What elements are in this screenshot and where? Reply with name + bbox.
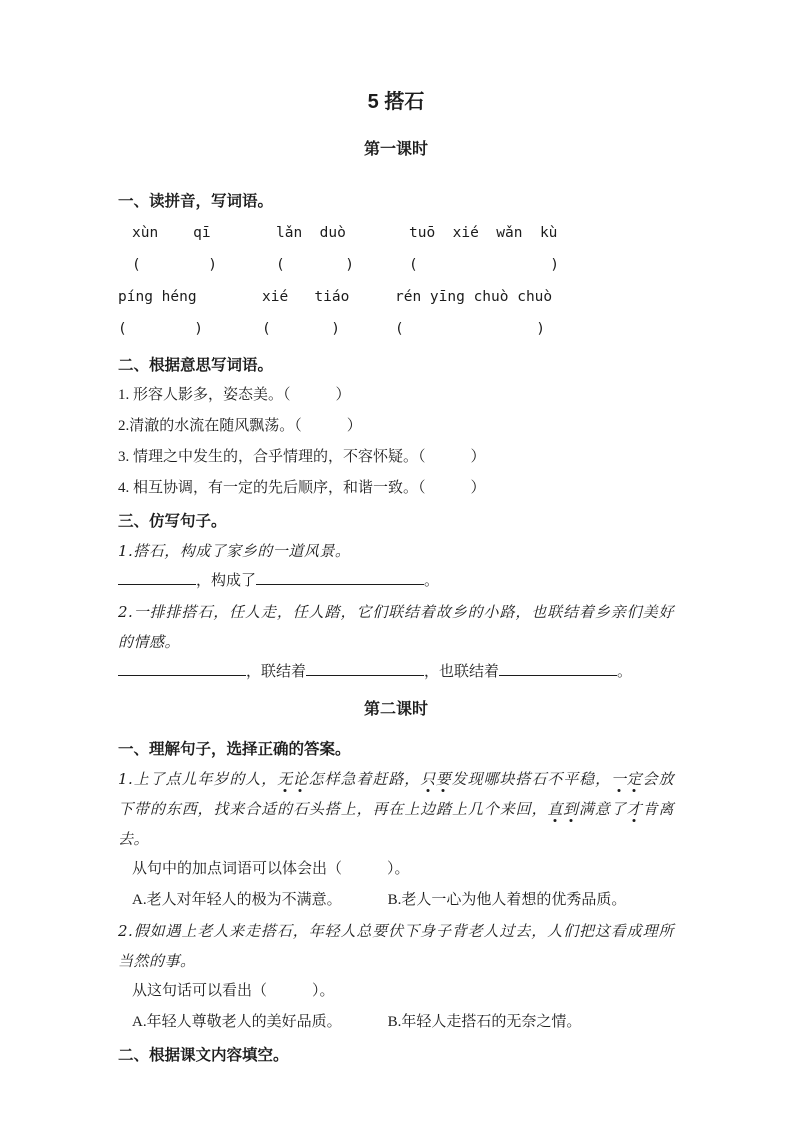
answer-paren-cell	[276, 250, 354, 280]
fill-text: 。	[617, 664, 633, 680]
option-a: A.年轻人尊敬老人的美好品质。	[132, 1014, 342, 1030]
answer-blank	[118, 659, 246, 676]
answer-paren-cell	[118, 314, 203, 344]
open-paren: (	[118, 321, 127, 337]
options-row-1	[118, 885, 674, 916]
option-b: B.年轻人走搭石的无奈之情。	[387, 1014, 582, 1030]
prompt-line-2: 从这句话可以看出（ ）。	[132, 983, 335, 999]
meaning-item-4: 4. 相互协调，有一定的先后顺序，和谐一致。（ ）	[118, 480, 486, 496]
answer-blank	[306, 659, 424, 676]
session-1-title: 第一课时	[363, 141, 428, 158]
fill-text: ，联结着	[246, 664, 307, 680]
fill-section-heading: 二、根据课文内容填空。	[118, 1047, 289, 1064]
emphasized-char: 直	[547, 794, 563, 824]
pinyin-cell: xùn qī	[132, 225, 211, 241]
comprehension-sentence-1: 1.上了点儿年岁的人，无论怎样急着赶路，只要发现哪块搭石不平稳，一定会放下带的东西，找来合适的石头搭上，再在上边踏上几个来回，直到满意了才肯离去。	[118, 764, 674, 854]
pinyin-row-2	[118, 282, 674, 312]
pinyin-cell: xié tiáo	[262, 289, 350, 305]
answer-blank	[499, 659, 617, 676]
pinyin-cell: rén yīng chuò chuò	[395, 289, 553, 305]
session-2-title: 第二课时	[363, 701, 428, 718]
emphasized-char: 才	[627, 794, 643, 824]
imitate-section-heading: 三、仿写句子。	[118, 513, 227, 530]
paren-row-1	[118, 250, 674, 280]
close-paren: )	[345, 257, 354, 273]
pinyin-cell: tuō xié wǎn kù	[409, 225, 558, 241]
pinyin-cell: píng héng	[118, 289, 197, 305]
emphasized-char: 到	[563, 794, 579, 824]
pinyin-cell: lǎn duò	[276, 225, 346, 241]
close-paren: )	[194, 321, 203, 337]
meaning-section-heading: 二、根据意思写词语。	[118, 357, 274, 374]
open-paren: (	[132, 257, 141, 273]
comprehension-sentence-2: 2.假如遇上老人来走搭石，年轻人总要伏下身子背老人过去，人们把这看成理所当然的事。	[118, 922, 674, 970]
emphasized-char: 只	[420, 764, 436, 794]
example-sentence-1: 1.搭石，构成了家乡的一道风景。	[118, 542, 351, 560]
pinyin-section-heading: 一、读拼音，写词语。	[118, 193, 274, 210]
fill-text: 。	[424, 573, 440, 589]
close-paren: )	[536, 321, 545, 337]
answer-paren-cell	[395, 314, 545, 344]
emphasized-char: 一	[611, 764, 627, 794]
open-paren: (	[395, 321, 404, 337]
comprehension-section-heading: 一、理解句子，选择正确的答案。	[118, 741, 351, 758]
fill-line-2	[118, 657, 674, 688]
answer-blank	[118, 568, 196, 585]
open-paren: (	[409, 257, 418, 273]
prompt-line-1: 从句中的加点词语可以体会出（ ）。	[132, 861, 410, 877]
fill-text: ，也联结着	[424, 664, 500, 680]
answer-paren-cell	[132, 250, 217, 280]
answer-blank	[256, 568, 424, 585]
answer-paren-cell	[409, 250, 559, 280]
emphasized-char: 定	[627, 764, 643, 794]
open-paren: (	[262, 321, 271, 337]
fill-line-1	[118, 566, 674, 597]
option-a: A.老人对年轻人的极为不满意。	[132, 892, 342, 908]
pinyin-row-1	[118, 218, 674, 248]
emphasized-char: 要	[436, 764, 452, 794]
option-b: B.老人一心为他人着想的优秀品质。	[387, 892, 627, 908]
emphasized-char: 无	[277, 764, 293, 794]
meaning-item-3: 3. 情理之中发生的，合乎情理的，不容怀疑。（ ）	[118, 449, 486, 465]
meaning-item-1: 1. 形容人影多，姿态美。（ ）	[118, 387, 351, 403]
close-paren: )	[331, 321, 340, 337]
answer-paren-cell	[262, 314, 340, 344]
emphasized-char: 论	[293, 764, 309, 794]
options-row-2	[118, 1007, 674, 1038]
meaning-item-2: 2.清澈的水流在随风飘荡。（ ）	[118, 418, 362, 434]
close-paren: )	[550, 257, 559, 273]
open-paren: (	[276, 257, 285, 273]
page-title: 5 搭石	[367, 91, 425, 113]
paren-row-2	[118, 314, 674, 344]
fill-text: ，构成了	[196, 573, 257, 589]
example-sentence-2: 2.一排排搭石，任人走，任人踏，它们联结着故乡的小路，也联结着乡亲们美好的情感。	[118, 603, 674, 651]
close-paren: )	[208, 257, 217, 273]
